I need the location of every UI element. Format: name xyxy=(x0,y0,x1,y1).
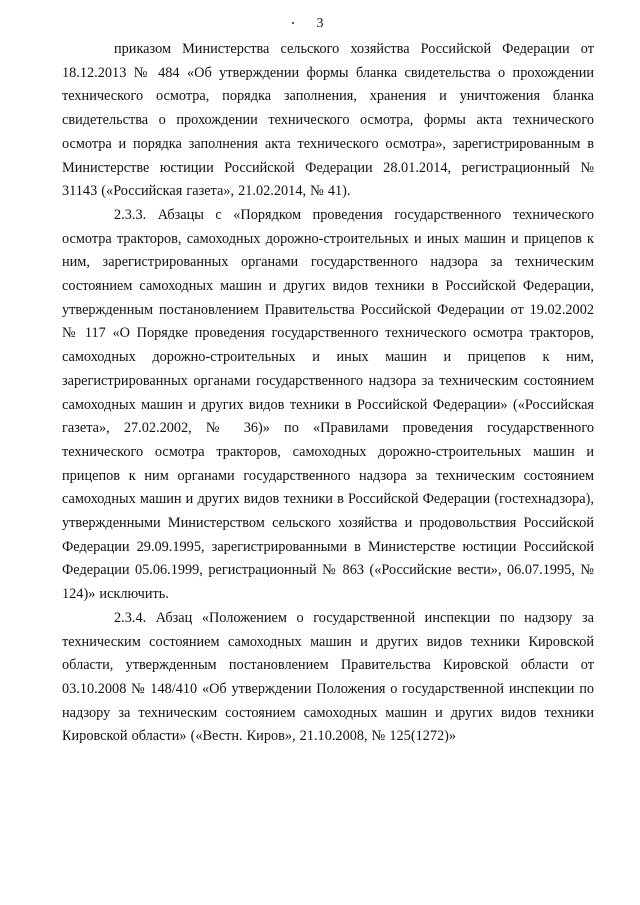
paragraph-2-3-3: 2.3.3. Абзацы с «Порядком проведения государственного технического осмотра тракторов, самоходных дорожно-строительных и иных машин и прицепов к ним, зарегистрированных органами государственного надзора за техническим состоянием самоходных машин и других видов техники в Российской Федерации, утвержденным постановлением Правительства Российской Федерации от 19.02.2002 № 117 «О Порядке проведения государственного технического осмотра тракторов, самоходных дорожно-строительных и иных машин и прицепов к ним, зарегистрированных органами государственного надзора за техническим состоянием самоходных машин и других видов техники в Российской Федерации» («Российская газета», 27.02.2002, № 36)» по «Правилами проведения государственного технического осмотра тракторов, самоходных дорожно-строительных машин и прицепов к ним органами государственного надзора за техническим состоянием самоходных машин и других видов техники в Российской Федерации (гостехнадзора), утвержденными Министерством сельского хозяйства и продовольствия Российской Федерации 29.09.1995, зарегистрированными в Министерстве юстиции Российской Федерации 05.06.1999, регистрационный № 863 («Российские вести», 06.07.1995, № 124)» исключить. xyxy=(62,206,594,603)
document-body xyxy=(62,38,594,749)
page-number: 3 xyxy=(316,16,324,31)
paragraph-2-3-4: 2.3.4. Абзац «Положением о государственной инспекции по надзору за техническим состоянием самоходных машин и других видов техники Кировской области, утвержденным постановлением Правительства Кировской области от 03.10.2008 № 148/410 «Об утверждении Положения о государственной инспекции по надзору за техническим состоянием самоходных машин и других видов техники Кировской области» («Вестн. Киров», 21.10.2008, № 125(1272)» xyxy=(62,609,594,745)
paragraph-continuation: приказом Министерства сельского хозяйства Российской Федерации от 18.12.2013 № 484 «Об утверждении формы бланка свидетельства о прохождении технического осмотра, порядка заполнения, хранения и уничтожения бланка свидетельства о прохождении технического осмотра, формы акта технического осмотра и порядка заполнения акта технического осмотра», зарегистрированным в Министерстве юстиции Российской Федерации 28.01.2014, регистрационный № 31143 («Российская газета», 21.02.2014, № 41). xyxy=(62,41,594,200)
